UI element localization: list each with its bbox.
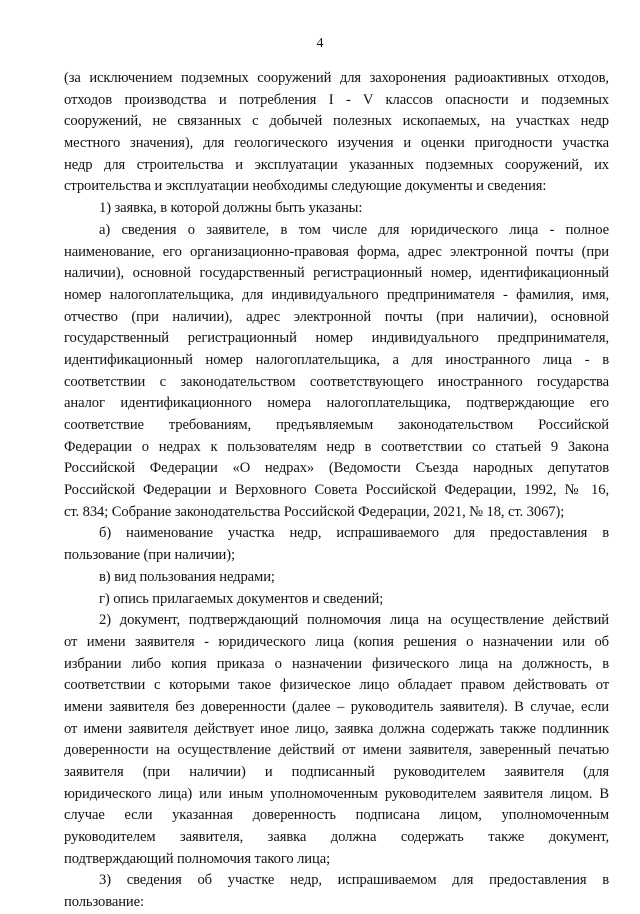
text-line: г) опись прилагаемых документов и сведений; bbox=[99, 590, 384, 607]
text-line: аналог идентификационного номера налогоплательщика, подтверждающие его bbox=[64, 395, 609, 412]
text-line: отчество (при наличии), адрес электронной почты (при наличии), основной bbox=[64, 308, 609, 325]
text-line: Федерации о недрах к пользователям недр в соответствии со статьей 9 Закона bbox=[64, 438, 609, 455]
text-line: имени заявителя без доверенности (далее – руководитель заявителя). В случае, если bbox=[64, 698, 609, 715]
text-line: от имени заявителя - юридического лица (копия решения о назначении или об bbox=[64, 633, 609, 650]
text-line: избрании либо копия приказа о назначении физического лица на должность, в bbox=[64, 655, 609, 672]
text-line: доверенности на осуществление действий от имени заявителя, заверенный печатью bbox=[64, 742, 609, 759]
text-line: 1) заявка, в которой должны быть указаны: bbox=[99, 200, 363, 217]
text-line: соответствии с которыми такое физическое лицо обладает правом действовать от bbox=[64, 677, 609, 694]
document-body bbox=[64, 68, 609, 914]
text-line: Российской Федерации «О недрах» (Ведомости Съезда народных депутатов bbox=[64, 460, 609, 477]
text-line: недр для строительства и эксплуатации указанных подземных сооружений, их bbox=[64, 156, 609, 173]
text-line: а) сведения о заявителе, в том числе для юридического лица - полное bbox=[99, 221, 609, 238]
text-line: соответствие требованиям, предъявляемым законодательством Российской bbox=[64, 417, 609, 433]
text-line: пользование (при наличии); bbox=[64, 547, 235, 564]
text-line: соответствии с законодательством соответствующего иностранного государства bbox=[64, 373, 609, 390]
text-line: сооружений, не связанных с добычей полезных ископаемых, на участках недр bbox=[64, 113, 609, 130]
text-line: 2) документ, подтверждающий полномочия лица на осуществление действий bbox=[99, 612, 609, 629]
text-line: от имени заявителя действует иное лицо, заявка должна содержать также подлинник bbox=[64, 720, 609, 737]
text-line: заявителя (при наличии) и подписанный руководителем заявителя (для bbox=[64, 764, 609, 780]
page-number: 4 bbox=[316, 36, 324, 51]
text-line: наименование, его организационно-правовая форма, адрес электронной почты (при bbox=[64, 243, 609, 260]
text-line: ст. 834; Собрание законодательства Российской Федерации, 2021, № 18, ст. 3067); bbox=[64, 503, 565, 520]
text-line: подтверждающий полномочия такого лица; bbox=[64, 850, 331, 867]
text-line: 3) сведения об участке недр, испрашиваемом для предоставления в bbox=[99, 872, 609, 889]
text-line: руководителем заявителя, заявка должна содержать также документ, bbox=[64, 829, 609, 846]
text-line: государственный регистрационный номер индивидуального предпринимателя, bbox=[64, 330, 609, 347]
text-line: идентификационный номер налогоплательщика, а для иностранного лица - в bbox=[64, 351, 609, 368]
text-line: пользование: bbox=[64, 894, 144, 911]
text-line: б) наименование участка недр, испрашиваемого для предоставления в bbox=[99, 525, 609, 542]
text-line: отходов производства и потребления I - V классов опасности и подземных bbox=[64, 91, 609, 108]
text-line: местного значения), для геологического изучения и оценки пригодности участка bbox=[64, 135, 609, 152]
text-line: Российской Федерации и Верховного Совета Российской Федерации, 1992, № 16, bbox=[64, 482, 609, 499]
text-line: юридического лица) или иным уполномоченным руководителем заявителя лицом. В bbox=[64, 785, 609, 802]
text-line: наличии), основной государственный регистрационный номер, идентификационный bbox=[64, 265, 609, 282]
text-line: строительства и эксплуатации необходимы следующие документы и сведения: bbox=[64, 178, 547, 195]
text-line: номер налогоплательщика, для индивидуального предпринимателя - фамилия, имя, bbox=[64, 286, 609, 303]
text-line: (за исключением подземных сооружений для захоронения радиоактивных отходов, bbox=[64, 70, 609, 86]
text-line: случае если указанная доверенность подписана лицом, уполномоченным bbox=[64, 807, 609, 824]
text-line: в) вид пользования недрами; bbox=[99, 568, 275, 585]
